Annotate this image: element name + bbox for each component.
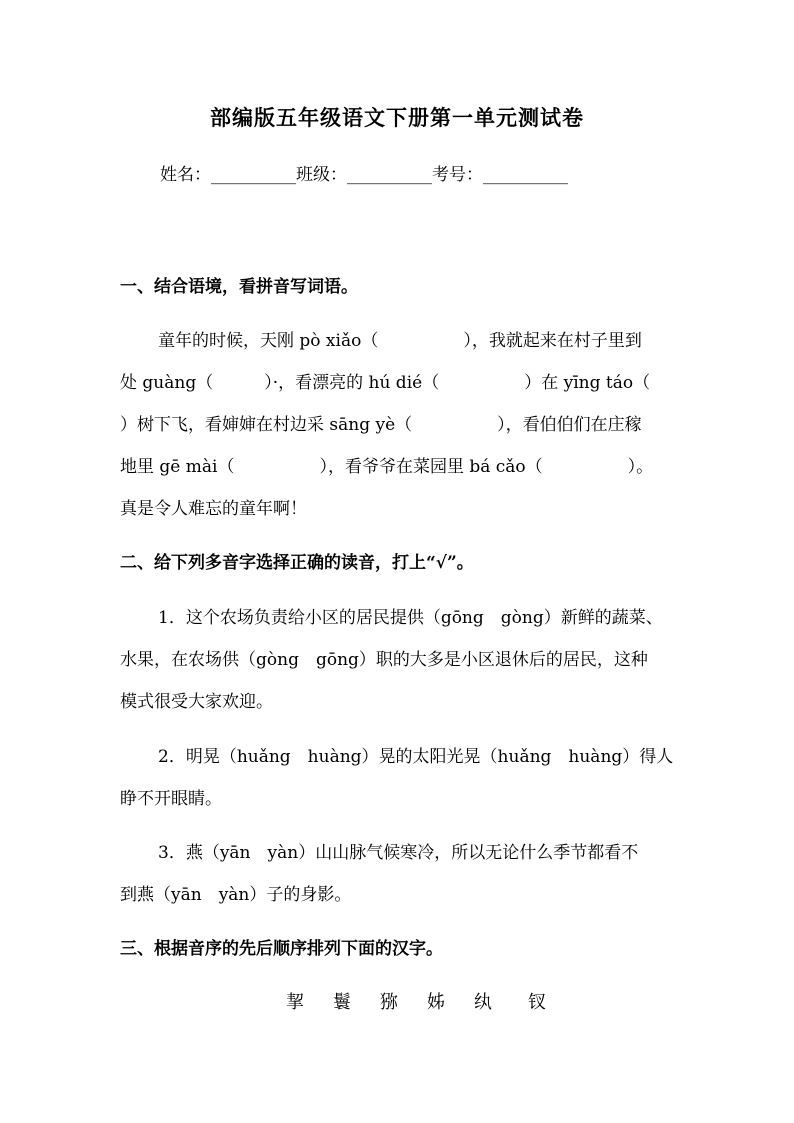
section1-heading: 一、结合语境，看拼音写词语。 (120, 277, 358, 297)
section3-heading: 三、根据音序的先后顺序排列下面的汉字。 (120, 939, 443, 959)
hanzi-char: 钗 (528, 992, 546, 1013)
question-1-line: 模式很受大家欢迎。 (120, 692, 273, 712)
section2-heading: 二、给下列多音字选择正确的读音，打上“√”。 (120, 553, 474, 573)
hanzi-char: 纨 (474, 992, 492, 1013)
question-2-line: 2．明晃（huǎng huàng）晃的太阳光晃（huǎng huàng）得人 (158, 747, 674, 767)
section1-line: ）树下飞，看婶婶在村边采 sāng yè（ ），看伯伯们在庄稼 (120, 415, 642, 435)
hanzi-char: 鬟 (333, 992, 351, 1013)
question-2-line: 睁不开眼睛。 (120, 789, 222, 809)
student-info-line: 姓名：__________班级：__________考号：__________ (160, 165, 568, 185)
section1-line: 真是令人难忘的童年啊！ (120, 499, 307, 519)
hanzi-char: 猕 (380, 992, 398, 1013)
section1-line: 童年的时候，天刚 pò xiǎo（ ），我就起来在村子里到 (158, 331, 642, 351)
section1-line: 地里 gē mài（ ），看爷爷在菜园里 bá cǎo（ ）。 (120, 457, 654, 477)
question-3-line: 到燕（yān yàn）子的身影。 (120, 885, 352, 905)
hanzi-char: 挈 (286, 992, 304, 1013)
section1-line: 处 guàng（ ）·，看漂亮的 hú dié（ ）在 yīng táo（ (120, 373, 651, 393)
question-1-line: 水果，在农场供（gòng gōng）职的大多是小区退休后的居民，这种 (120, 650, 648, 670)
page-title: 部编版五年级语文下册第一单元测试卷 (210, 105, 584, 130)
question-1-line: 1．这个农场负责给小区的居民提供（gōng gòng）新鲜的蔬菜、 (158, 608, 663, 628)
question-3-line: 3．燕（yān yàn）山山脉气候寒冷，所以无论什么季节都看不 (158, 843, 639, 863)
hanzi-char: 姊 (427, 992, 445, 1013)
